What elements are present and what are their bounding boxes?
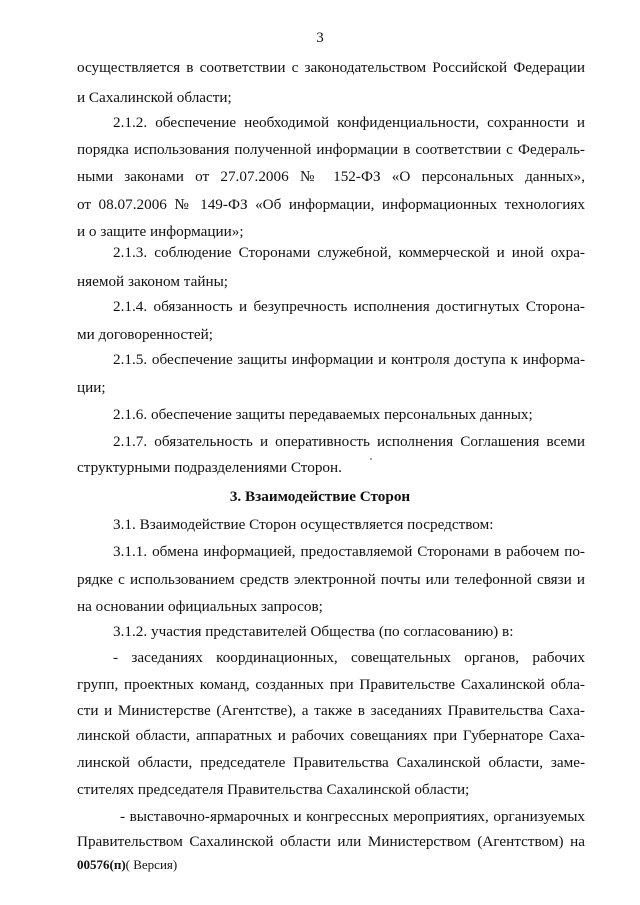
text-line: 3.1.1. обмена информацией, предоставляемой Сторонами в рабочем по-	[113, 543, 585, 560]
text-line: - заседаниях координационных, совещательных органов, рабочих	[113, 649, 585, 666]
text-line: ми договоренностей;	[77, 326, 213, 343]
text-line: ными законами от 27.07.2006 № 152-ФЗ «О персональных данных»,	[77, 168, 585, 185]
text-line: 2.1.2. обеспечение необходимой конфиденциальности, сохранности и	[113, 114, 585, 131]
text-line: линской области, аппаратных и рабочих совещаниях при Губернаторе Саха-	[77, 727, 585, 744]
text-line: 2.1.4. обязанность и безупречность исполнения достигнутых Сторона-	[113, 298, 585, 315]
footer-note: ( Версия)	[125, 857, 178, 872]
text-line: структурными подразделениями Сторон.	[77, 459, 342, 476]
page-number: 3	[316, 30, 324, 46]
text-line: стителях председателя Правительства Сахалинской области;	[77, 781, 470, 798]
text-line: Правительством Сахалинской области или Министерством (Агентством) на	[77, 833, 585, 850]
section-heading: 3. Взаимодействие Сторон	[229, 488, 411, 505]
text-line: групп, проектных команд, созданных при Правительстве Сахалинской обла-	[77, 676, 585, 693]
footer	[77, 856, 177, 874]
text-line: 2.1.7. обязательность и оперативность исполнения Соглашения всеми	[113, 433, 585, 450]
text-line: и о защите информации»;	[77, 223, 244, 240]
text-line: и Сахалинской области;	[77, 89, 232, 106]
text-line: линской области, председателе Правительства Сахалинской области, заме-	[77, 754, 585, 771]
text-line: 2.1.3. соблюдение Сторонами служебной, коммерческой и иной охра-	[113, 244, 585, 261]
text-line: порядка использования полученной информации в соответствии с Федераль-	[77, 141, 585, 158]
text-line: на основании официальных запросов;	[77, 598, 323, 615]
text-line: няемой законом тайны;	[77, 273, 229, 290]
text-line: 2.1.5. обеспечение защиты информации и контроля доступа к информа-	[113, 351, 585, 368]
scan-speck	[370, 458, 372, 460]
text-line: 3.1. Взаимодействие Сторон осуществляется посредством:	[113, 516, 494, 533]
footer-code: 00576(п)	[77, 857, 126, 872]
text-line: - выставочно-ярмарочных и конгрессных мероприятиях, организуемых	[120, 808, 585, 825]
text-line: рядке с использованием средств электронной почты или телефонной связи и	[77, 571, 585, 588]
text-line: 2.1.6. обеспечение защиты передаваемых персональных данных;	[113, 406, 533, 423]
text-line: от 08.07.2006 № 149-ФЗ «Об информации, информационных технологиях	[77, 196, 585, 213]
text-line: ции;	[77, 379, 106, 396]
text-line: сти и Министерстве (Агентстве), а также в заседаниях Правительства Саха-	[77, 702, 585, 719]
text-line: 3.1.2. участия представителей Общества (по согласованию) в:	[113, 623, 514, 640]
text-line: осуществляется в соответствии с законодательством Российской Федерации	[77, 59, 585, 76]
